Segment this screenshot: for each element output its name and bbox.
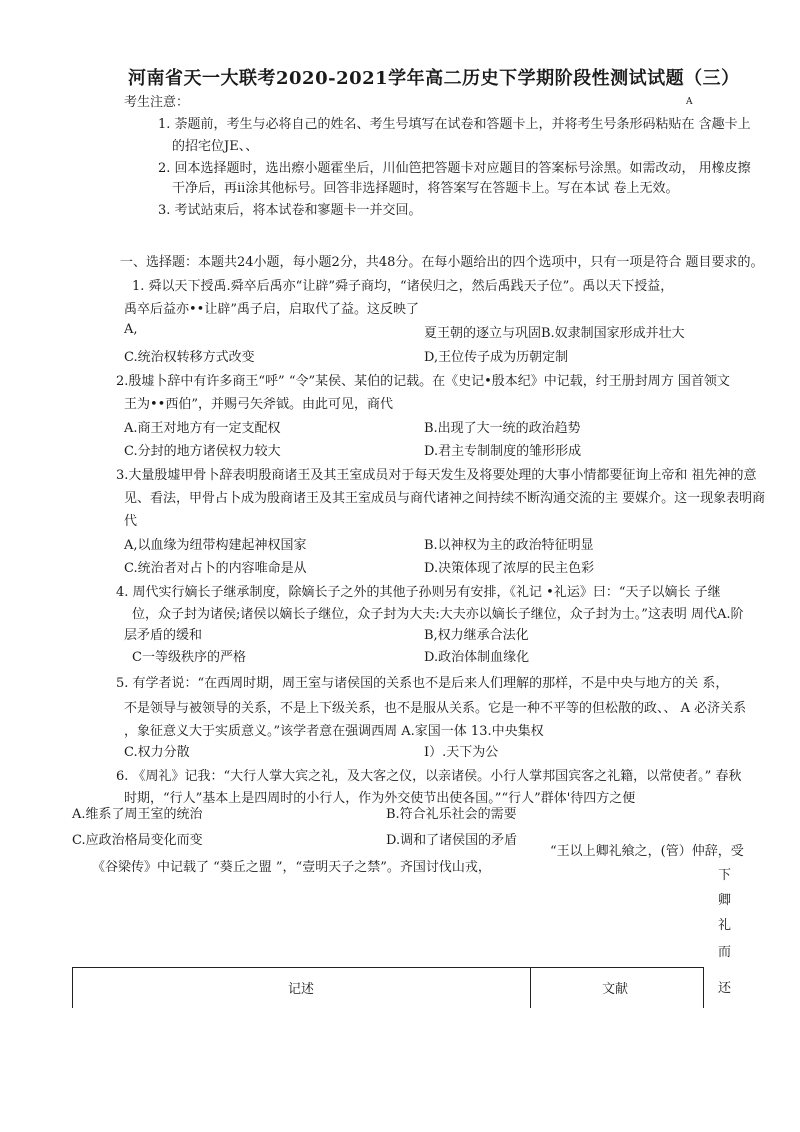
q2-stem-line1: 2.殷墟卜辞中有许多商王“呼” “令”某侯、某伯的记载。在《史记•殷本纪》中记载，纣王册封周方 国首领文 (116, 374, 730, 389)
notice-heading: 考生注意： (124, 95, 190, 110)
q6-stem-line2: 时期，“行人”基本上是四周时的小行人，作为外交使节出使各国。”“行人”群体'待四方之便 (124, 791, 636, 806)
q5-stem-line2: 不是领导与被领导的关系，不是上下级关系，也不是服从关系。它是一种不平等的但松散的政、、 A 必济关系 (124, 701, 747, 716)
notice-item-2a: 2. 回本选择题时，选出瘵小题霍坐后，川仙笆把答题卡对应题目的答案标号涂黑。如需改动， 用橡皮擦 (158, 161, 751, 176)
q3-option-b: B.以神权为主的政治特征明显 (424, 538, 594, 553)
q3-option-a: A,以血缘为纽带构建起神权国家 (124, 538, 307, 553)
q1-option-d: D,王位传子成为历朝定制 (424, 350, 569, 365)
q7-vertical-char: 卿 (718, 893, 732, 908)
q7-text-right: “王以上卿礼飨之，(管）仲辞，受 (550, 844, 744, 859)
q3-stem-line2: 见、看法，甲骨占卜成为殷商诸王及其王室成员与商代诸神之间持续不断沟通交流的主 要媒介。这一现象表明商 (124, 491, 766, 506)
q5-stem-line1: 5. 有学者说：“在西周时期，周王室与诸侯国的关系也不是后来人们理解的那样，不是中央与地方的关 系， (116, 676, 729, 691)
q1-stem-line1: 1. 舜以天下授禹.舜卒后禹亦“让辟”舜子商均，“诸侯归之，然后禹践天子位”。禹以天下授益， (132, 279, 674, 294)
q5-option-d: I）.天下为公 (424, 745, 499, 760)
table-header-record: 记述 (288, 982, 315, 997)
table-column-divider (530, 968, 531, 1008)
notice-mark: A (686, 97, 693, 107)
q5-option-c: C.权力分散 (124, 745, 190, 760)
q2-option-c: C.分封的地方诸侯权力较大 (124, 444, 281, 459)
q7-text-left: 《谷梁传》中记载了 “葵丘之盟 ”，“壹明天子之禁”。齐国讨伐山戎， (92, 860, 491, 875)
q4-option-b: B,权力继承合法化 (424, 628, 529, 643)
section-heading: 一、选择题：本题共24小题，每小题2分，共48分。在每小题给出的四个选项中，只有一项是符合 题目要求的。 (120, 255, 764, 270)
q1-option-a: A, (124, 322, 138, 337)
notice-item-3: 3. 考试站束后，将本试卷和寥题卡一并交回。 (158, 203, 422, 218)
q7-vertical-char: 还 (718, 981, 732, 996)
q7-vertical-char: 礼 (718, 918, 732, 933)
q4-stem-line3: 层矛盾的缓和 (124, 628, 203, 643)
page-title: 河南省天一大联考2020-2021学年高二历史下学期阶段性测试试题（三） (128, 68, 740, 89)
q3-option-d: D.决策体现了浓厚的民主色彩 (424, 561, 595, 576)
q6-option-d: D.调和了诸侯国的矛盾 (386, 833, 518, 848)
q6-option-b: B.符合礼乐社会的需要 (386, 807, 517, 822)
notice-item-2b: 干净后，再ii涂其他标号。回答非选择题时，将答案写在答题卡上。写在本试 卷上无效。 (172, 181, 679, 196)
table-header-literature: 文献 (602, 982, 629, 997)
q3-stem-line3: 代 (124, 514, 138, 529)
q1-option-b: 夏王朝的逐立与巩固B.奴隶制国家形成并壮大 (424, 326, 685, 341)
q2-option-a: A.商王对地方有一定支配权 (124, 421, 281, 436)
q4-stem-line1: 4. 周代实行嫡长子继承制度，除嫡长子之外的其他子孙则另有安排，《礼记 •礼运》曰：“天子以嫡长 子继 (116, 585, 721, 600)
q4-stem-line2: 位，众子封为诸侯;诸侯以嫡长子继位，众子封为大夫:大夫亦以嫡长子继位，众子封为士。”这表明 周代A.阶 (132, 607, 744, 622)
q4-option-c: C一等级秩序的严格 (132, 650, 246, 665)
q6-option-a: A.维系了周王室的统治 (72, 807, 203, 822)
q1-stem-line2: 禹卒后益亦••让辟”禹子启，启取代了益。这反映了 (124, 302, 419, 317)
q5-stem-line3: ，象征意义大于实质意义。”该学者意在强调西周 A.家国一体 13.中央集权 (124, 724, 544, 739)
notice-item-1b: 的招宅位JE、、 (172, 139, 259, 154)
q6-option-c: C.应政治格局变化而变 (72, 833, 203, 848)
notice-item-1a: 1. 荼题前，考生与必将自己的姓名、考生号填写在试卷和答题卡上，并将考生号条形码粘贴在 含趣卡上 (158, 117, 751, 132)
q3-stem-line1: 3.大量殷墟甲骨卜辞表明殷商诸王及其王室成员对于每天发生及将要处理的大事小情都要征询上帝和 祖先神的意 (116, 468, 757, 483)
q6-stem-line1: 6. 《周礼》记我：“大行人掌大宾之礼，及大客之仪，以亲诸侯。小行人掌邦国宾客之礼籍，以常使者。” 春秋 (116, 769, 742, 784)
q2-option-d: D.君主专制制度的雏形形成 (424, 444, 582, 459)
q4-option-d: D.政治体制血缘化 (424, 650, 530, 665)
q2-option-b: B.出现了大一统的政治趋势 (424, 421, 581, 436)
q7-vertical-char: 而 (718, 945, 732, 960)
q1-option-c: C.统治权转移方式改变 (124, 350, 255, 365)
q3-option-c: C.统治者对占卜的内容唯命是从 (124, 561, 307, 576)
q7-vertical-char: 下 (718, 868, 732, 883)
q2-stem-line2: 王为••西伯”，并赐弓矢斧钺。由此可见，商代 (124, 397, 393, 412)
